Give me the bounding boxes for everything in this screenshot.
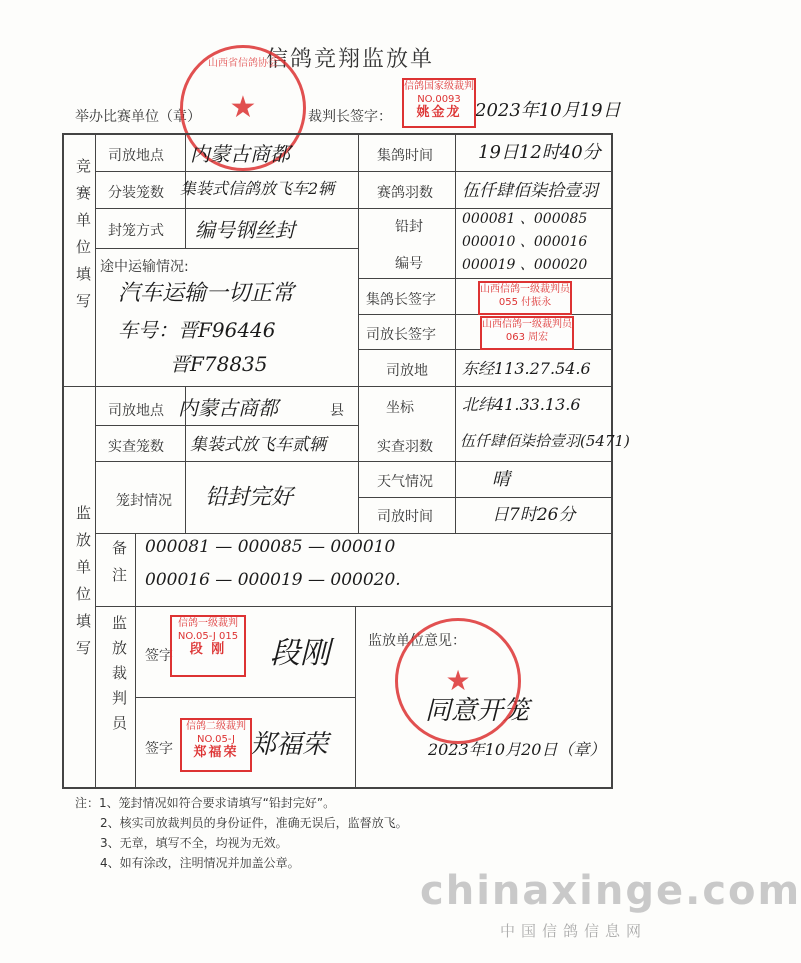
watermark-domain: chinaxinge.com <box>420 868 801 914</box>
star-icon: ★ <box>445 664 471 697</box>
remarks-label: 备注 <box>110 540 128 594</box>
basket-status-label: 笼封情况 <box>116 493 172 509</box>
seal-line3: 000019 、000020 <box>462 257 588 273</box>
chief-judge-date: 2023年10月19日 <box>475 100 621 121</box>
transport-line2: 车号：晋F96446 <box>118 318 276 342</box>
chief-judge-stamp <box>402 78 476 128</box>
release-place-label: 司放地点 <box>108 148 164 164</box>
coords-label: 坐标 <box>386 400 414 416</box>
collect-chief-stamp-line1: 山西信鸽一级裁判员 <box>480 284 570 295</box>
transport-line3: 晋F78835 <box>170 352 268 376</box>
supervision-section-label: 监放单位填写 <box>74 505 92 667</box>
release-time-label: 司放时间 <box>377 509 433 525</box>
release-chief-stamp-no: 063 <box>505 332 525 343</box>
seal-line2: 000010 、000016 <box>462 234 588 250</box>
release-chief-stamp <box>480 316 574 350</box>
sup-release-place-value: 内蒙古商都 <box>178 396 278 420</box>
watermark-site-name: 中国信鸽信息网 <box>500 922 648 940</box>
judge2-stamp <box>180 718 252 772</box>
bird-count-label: 赛鸽羽数 <box>377 185 433 201</box>
remarks-line1: 000081 — 000085 — 000010 <box>145 537 396 557</box>
seal-method-label: 封笼方式 <box>108 223 164 239</box>
collect-chief-stamp-no: 055 <box>498 297 518 308</box>
collect-chief-stamp <box>478 281 572 315</box>
judge1-signature: 段刚 <box>270 636 330 671</box>
chief-judge-stamp-line2: NO.0093 <box>417 94 461 105</box>
sup-release-place-label: 司放地点 <box>108 403 164 419</box>
release-time-value: 日7时26分 <box>492 505 576 525</box>
weather-value: 晴 <box>492 469 510 490</box>
county-suffix: 县 <box>330 403 344 419</box>
supervision-round-stamp <box>395 618 521 744</box>
collect-chief-label: 集鸽长签字 <box>366 292 436 308</box>
judge2-signature: 郑福荣 <box>250 730 329 760</box>
basket-count-value: 集装式信鸽放飞车2辆 <box>180 179 335 198</box>
note-1: 注：1、笼封情况如符合要求请填写“铅封完好”。 <box>75 796 336 810</box>
release-chief-stamp-name: 周宏 <box>528 332 549 343</box>
opinion-value: 同意开笼 <box>425 696 530 726</box>
organizer-label: 举办比赛单位（章） <box>75 109 201 125</box>
judge2-stamp-name: 郑福荣 <box>193 745 239 760</box>
collect-chief-stamp-name: 付振永 <box>521 297 552 308</box>
release-chief-label: 司放长签字 <box>366 327 436 343</box>
collect-time-label: 集鸽时间 <box>377 148 433 164</box>
collect-time-value: 19日12时40分 <box>478 142 601 163</box>
transport-label: 途中运输情况: <box>100 259 189 275</box>
basket-status-value: 铅封完好 <box>205 485 294 510</box>
transport-line1: 汽车运输一切正常 <box>118 281 295 306</box>
judge2-stamp-line1: 信鸽二级裁判 <box>186 721 246 732</box>
latitude-value: 北纬41.33.13.6 <box>462 395 581 414</box>
judge-section-label: 监放裁判员 <box>110 615 128 740</box>
judge2-stamp-line2: NO.05-J <box>197 734 235 745</box>
seal-label: 铅封 <box>395 219 423 235</box>
note-3: 3、无章，填写不全，均视为无效。 <box>100 836 288 850</box>
note-2: 2、核实司放裁判员的身份证件，准确无误后，监督放飞。 <box>100 816 408 830</box>
actual-birds-value: 伍仟肆佰柒拾壹羽(5471) <box>460 432 630 450</box>
seal-line1: 000081 、000085 <box>462 211 588 227</box>
judge1-stamp-name: 段 刚 <box>189 642 227 657</box>
chief-judge-stamp-line1: 信鸽国家级裁判 <box>404 81 474 92</box>
judge2-sign-label: 签字 <box>145 741 173 757</box>
star-icon: ★ <box>229 90 257 125</box>
actual-baskets-label: 实查笼数 <box>108 439 164 455</box>
seal-number-label: 编号 <box>395 256 423 272</box>
actual-birds-label: 实查羽数 <box>377 439 433 455</box>
stamp-text: 山西省信鸽协会 <box>208 58 278 69</box>
release-chief-stamp-line1: 山西信鸽一级裁判员 <box>482 319 572 330</box>
document-title: 信鸽竞翔监放单 <box>265 47 434 72</box>
judge1-sign-label: 签字 <box>145 648 173 664</box>
judge1-stamp-line1: 信鸽一级裁判 <box>178 618 238 629</box>
chief-judge-label: 裁判长签字： <box>308 109 392 125</box>
judge1-stamp-line2: NO.05-J 015 <box>177 631 239 642</box>
release-spot-label: 司放地 <box>386 363 428 379</box>
longitude-value: 东经113.27.54.6 <box>462 359 591 378</box>
basket-count-label: 分装笼数 <box>108 185 164 201</box>
weather-label: 天气情况 <box>377 474 433 490</box>
remarks-line2: 000016 — 000019 — 000020. <box>145 570 401 590</box>
seal-method-value: 编号钢丝封 <box>195 218 295 242</box>
note-4: 4、如有涂改，注明情况并加盖公章。 <box>100 856 300 870</box>
competition-section-label: 竞赛单位填写 <box>74 158 92 320</box>
opinion-date: 2023年10月20日（章） <box>428 740 606 759</box>
bird-count-value: 伍仟肆佰柒拾壹羽 <box>462 181 598 201</box>
release-place-value: 内蒙古商都 <box>190 142 290 166</box>
judge1-stamp <box>170 615 246 677</box>
chief-judge-stamp-name: 姚金龙 <box>416 105 462 120</box>
actual-baskets-value: 集装式放飞车贰辆 <box>190 435 326 455</box>
opinion-label: 监放单位意见： <box>368 633 466 649</box>
